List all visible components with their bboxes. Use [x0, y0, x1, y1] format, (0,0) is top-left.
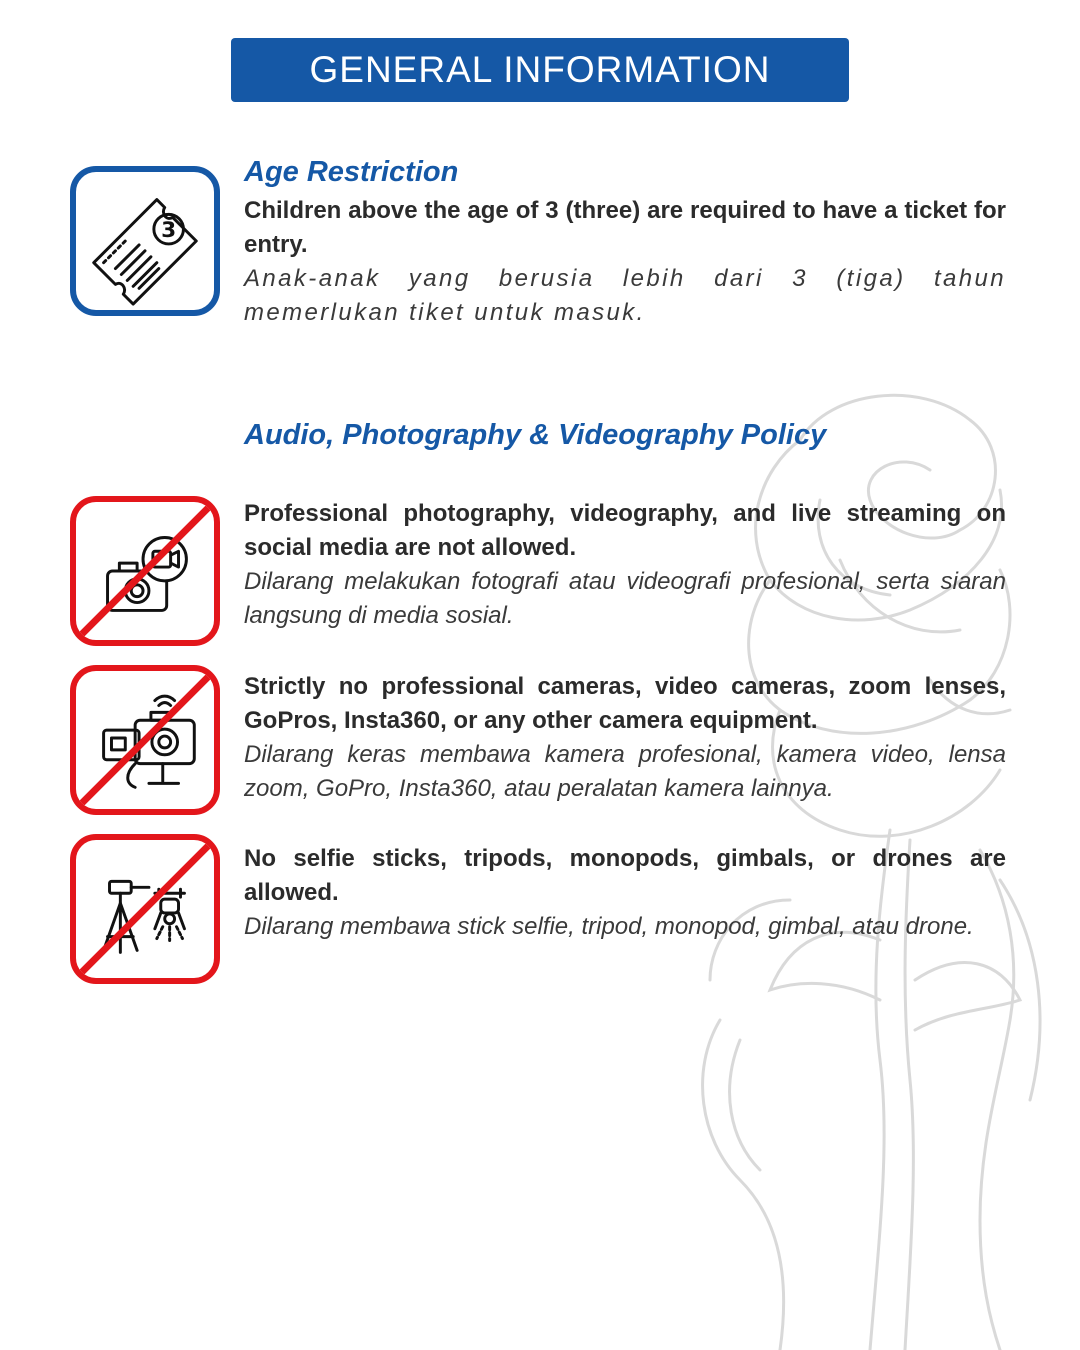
policy-item-english: Professional photography, videography, and live streaming on social media are not allowed. — [244, 500, 1006, 561]
age-restriction-english: Children above the age of 3 (three) are required to have a ticket for entry. — [244, 197, 1006, 258]
no-professional-camera-icon — [70, 665, 220, 815]
policy-item-english: No selfie sticks, tripods, monopods, gimbals, or drones are allowed. — [244, 845, 1006, 906]
ticket-number: 3 — [161, 218, 177, 244]
age-restriction-text — [244, 194, 1006, 330]
no-camera-livestream-icon — [70, 496, 220, 646]
policy-item-2 — [244, 670, 1006, 806]
age-restriction-indonesian: Anak-anak yang berusia lebih dari 3 (tiga) tahun memerlukan tiket untuk masuk. — [244, 265, 1006, 326]
no-tripod-drone-icon — [70, 834, 220, 984]
age-restriction-heading: Age Restriction — [244, 156, 459, 188]
policy-heading: Audio, Photography & Videography Policy — [244, 419, 827, 451]
policy-item-indonesian: Dilarang membawa stick selfie, tripod, monopod, gimbal, atau drone. — [244, 913, 974, 940]
policy-item-3 — [244, 842, 1006, 944]
policy-item-english: Strictly no professional cameras, video cameras, zoom lenses, GoPros, Insta360, or any other camera equipment. — [244, 673, 1006, 734]
policy-item-1 — [244, 497, 1006, 633]
policy-item-indonesian: Dilarang melakukan fotografi atau videografi profesional, serta siaran langsung di media sosial. — [244, 568, 1006, 629]
ticket-icon — [70, 166, 220, 316]
page-title: GENERAL INFORMATION — [309, 49, 771, 90]
policy-item-indonesian: Dilarang keras membawa kamera profesional, kamera video, lensa zoom, GoPro, Insta360, atau peralatan kamera lainnya. — [244, 741, 1006, 802]
header-banner — [231, 38, 849, 102]
